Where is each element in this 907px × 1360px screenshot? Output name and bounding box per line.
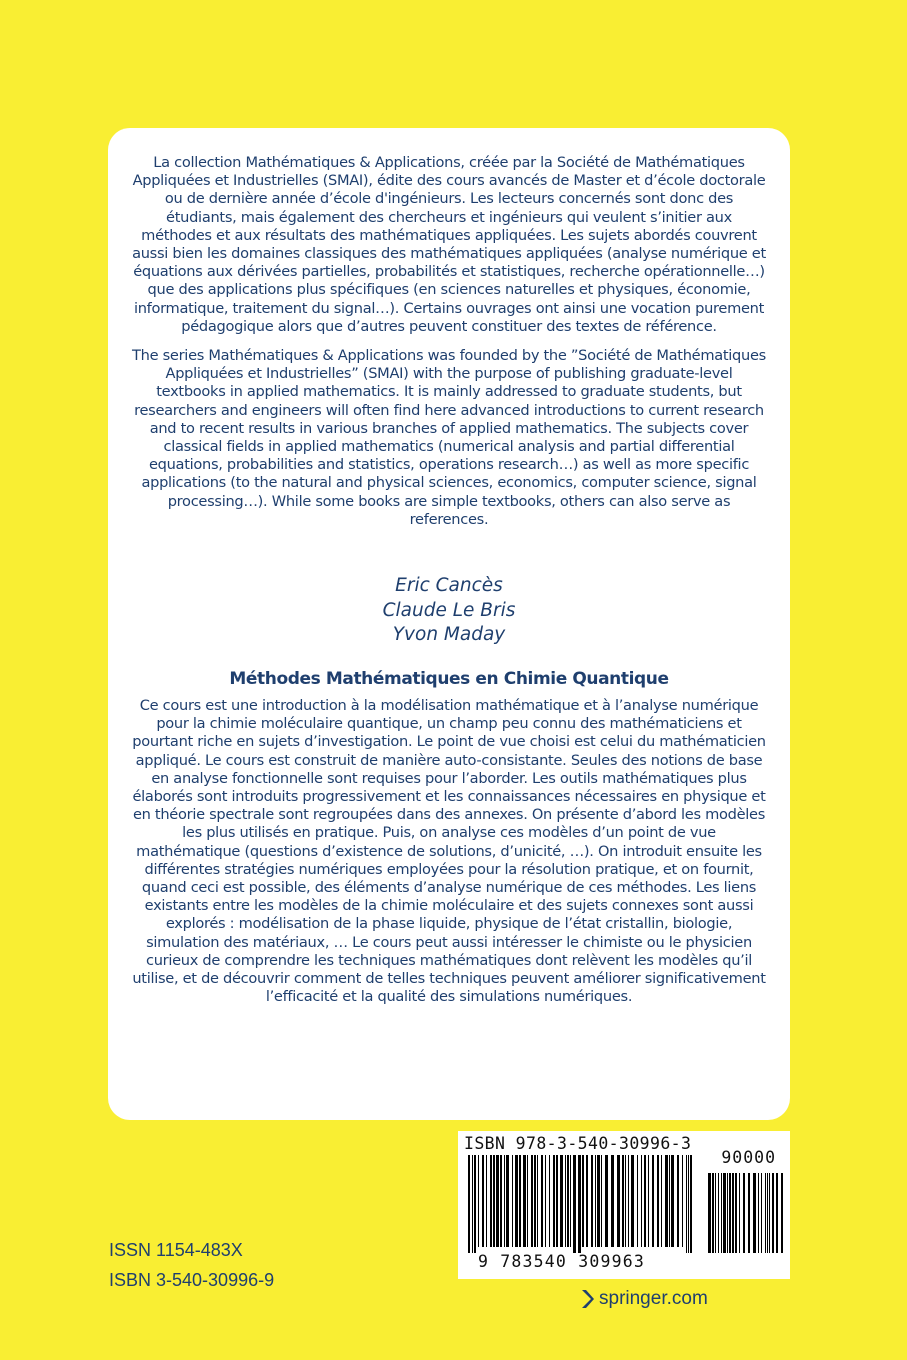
barcode-bar (531, 1155, 533, 1247)
barcode-bar (688, 1155, 689, 1253)
barcode-bar (545, 1155, 546, 1247)
barcode-bar (573, 1155, 576, 1253)
book-description: Ce cours est une introduction à la modélisation mathématique et à l’analyse numérique pour la chimie moléculaire quantique, un champ peu connu des mathématiciens et pourtant riche en sujets d’investigation. Le point de vue choisi est celui du mathématicien appliqué. Le cours est construit de manière auto-consistante. Seules des notions de base en analyse fonctionnelle sont requises pour l’aborder. Les outils mathématiques plus élaborés sont introduits progressivement et les connaissances nécessaires en physique et en théorie spectrale sont regroupées dans des annexes. On présente d’abord les modèles les plus utilisés en pratique. Puis, on analyse ces modèles d’un point de vue mathématique (questions d’existence de solutions, d’unicité, …). On introduit ensuite les différentes stratégies numériques employées pour la résolution pratique, et on fournit, quand ceci est possible, des éléments d’analyse numérique de ces méthodes. Les liens existants entre les modèles de la chimie moléculaire et des sujets connexes sont aussi explorés : modélisation de la phase liquide, physique de l’état cristallin, biologie, simulation des matériaux, … Le cours peut aussi intéresser le chimiste ou le physicien curieux de comprendre les techniques mathématiques dont relèvent les modèles qu’il utilise, et de découvrir comment de telles techniques peuvent améliorer significativement l’efficacité et la qualité des simulations numériques. (132, 697, 766, 1006)
series-description-fr: La collection Mathématiques & Applications, créée par la Société de Mathématiques Appliquées et Industrielles (SMAI), édite des cours avancés de Master et d’école doctorale ou de dernière année d’école d'ingénieurs. Les lecteurs concernés sont donc des étudiants, mais également des chercheurs et ingénieurs qui veulent s’initier aux méthodes et aux résultats des mathématiques appliquées. Les sujets abordés couvrent aussi bien les domaines classiques des mathématiques appliquées (analyse numérique et équations aux dérivées partielles, probabilités et statistiques, recherche opérationnelle…) que des applications plus spécifiques (en sciences naturelles et physiques, économie, informatique, traitement du signal…). Certains ouvrages ont ainsi une vocation purement pédagogique alors que d’autres peuvent constituer des textes de référence. (132, 154, 766, 335)
barcode-bar (671, 1155, 674, 1247)
barcode-bar (597, 1155, 600, 1247)
issn-number: ISSN 1154-483X (109, 1240, 243, 1260)
barcode-bar (519, 1155, 521, 1247)
barcode-digits: 9 783540 309963 (478, 1252, 646, 1271)
barcode-bar (553, 1155, 555, 1247)
author-name: Yvon Maday (392, 624, 506, 646)
barcode-bar (556, 1155, 558, 1247)
barcode-bar (595, 1155, 596, 1247)
barcode-bar (570, 1155, 571, 1247)
barcode-bar (578, 1155, 581, 1253)
barcode-bar (496, 1155, 499, 1247)
barcode-bar (482, 1155, 484, 1247)
barcode-bar (617, 1155, 620, 1247)
publisher-url: springer.com (599, 1288, 708, 1309)
isbn-barcode-block (458, 1131, 790, 1279)
barcode-bar (732, 1173, 734, 1253)
barcode-bar (527, 1155, 528, 1247)
publisher-link[interactable] (580, 1288, 708, 1310)
barcode-bar (652, 1155, 654, 1247)
barcode-bar (648, 1155, 649, 1247)
barcode-bar (560, 1155, 563, 1247)
barcode-bar (708, 1173, 711, 1253)
barcode-bar (718, 1173, 719, 1253)
barcode-bar (669, 1155, 670, 1247)
book-title: Méthodes Mathématiques en Chimie Quantique (229, 669, 669, 689)
barcode-bar (776, 1173, 778, 1253)
barcode-bar (474, 1155, 476, 1253)
barcode-bar (758, 1173, 759, 1253)
barcode-bar (665, 1155, 668, 1247)
issn-block (109, 1235, 274, 1295)
price-addon-code: 90000 (721, 1148, 776, 1167)
barcode-bar (686, 1155, 687, 1253)
barcode-bar (761, 1173, 762, 1253)
barcode-bar (493, 1155, 495, 1247)
isbn-number: ISBN 3-540-30996-9 (109, 1270, 275, 1290)
author-name: Eric Cancès (395, 575, 503, 596)
barcode-bar (657, 1155, 659, 1247)
barcode-bar (739, 1173, 740, 1253)
barcode-bar (628, 1155, 629, 1247)
isbn-barcode-label: ISBN 978-3-540-30996-3 (464, 1134, 692, 1153)
back-cover-panel (108, 128, 790, 1120)
barcode-bar (721, 1173, 722, 1253)
barcode-bar (765, 1173, 766, 1253)
barcode-bar (515, 1155, 518, 1247)
barcode-bar (567, 1155, 569, 1247)
barcode-bar (534, 1155, 536, 1247)
barcode-bar (637, 1155, 638, 1247)
barcode-bar (582, 1155, 584, 1247)
barcode-bar (486, 1155, 487, 1247)
barcode-bar (772, 1173, 774, 1253)
barcode-bar (682, 1155, 683, 1247)
barcode-bar (690, 1155, 692, 1253)
barcode-bar (622, 1155, 624, 1247)
barcode-bar (472, 1155, 473, 1253)
barcode-bar (625, 1155, 626, 1247)
barcode-bar (735, 1173, 737, 1253)
barcode-bar (781, 1173, 783, 1253)
barcode-bar (753, 1173, 756, 1253)
series-description-en: The series Mathématiques & Applications was founded by the ”Société de Mathématiques Appliquées et Industrielles” (SMAI) with the purpose of publishing graduate-level textbooks in applied mathematics. It is mainly addressed to graduate students, but researchers and engineers will often find here advanced introductions to current research and to recent results in various branches of applied mathematics. The subjects cover classical fields in applied mathematics (numerical analysis and partial differential equations, probabilities and statistics, operations research…) as well as more specific applications (to the natural and physical sciences, economics, computer science, signal processing…). While some books are simple textbooks, others can also serve as references. (132, 347, 766, 528)
barcode-bar (500, 1155, 502, 1247)
barcode-bar (769, 1173, 770, 1253)
barcode-bar (712, 1173, 714, 1253)
barcode-graphic (464, 1155, 784, 1255)
barcode-bar (506, 1155, 509, 1247)
barcode-bar (478, 1155, 479, 1247)
barcode-bar (641, 1155, 642, 1247)
barcode-bar (512, 1155, 513, 1247)
barcode-bar (729, 1173, 731, 1253)
barcode-bar (586, 1155, 588, 1247)
barcode-bar (631, 1155, 634, 1247)
barcode-bar (727, 1173, 728, 1253)
barcode-bar (601, 1155, 602, 1247)
barcode-bar (644, 1155, 646, 1247)
barcode-bar (565, 1155, 566, 1247)
barcode-bar (541, 1155, 543, 1247)
barcode-bar (723, 1173, 726, 1253)
barcode-bar (591, 1155, 593, 1247)
author-name: Claude Le Bris (382, 599, 516, 621)
chevron-right-icon (580, 1289, 595, 1309)
barcode-bar (743, 1173, 745, 1253)
barcode-bar (537, 1155, 538, 1247)
barcode-bar (523, 1155, 526, 1247)
barcode-bar (504, 1155, 505, 1247)
barcode-bar (661, 1155, 662, 1247)
barcode-bar (605, 1155, 608, 1247)
barcode-bar (490, 1155, 492, 1247)
barcode-bar (767, 1173, 768, 1253)
barcode-bar (611, 1155, 614, 1247)
barcode-bar (549, 1155, 550, 1247)
barcode-bar (715, 1173, 716, 1253)
author-list (108, 574, 790, 648)
barcode-bar (468, 1155, 470, 1253)
barcode-bar (748, 1173, 750, 1253)
barcode-bar (677, 1155, 679, 1247)
